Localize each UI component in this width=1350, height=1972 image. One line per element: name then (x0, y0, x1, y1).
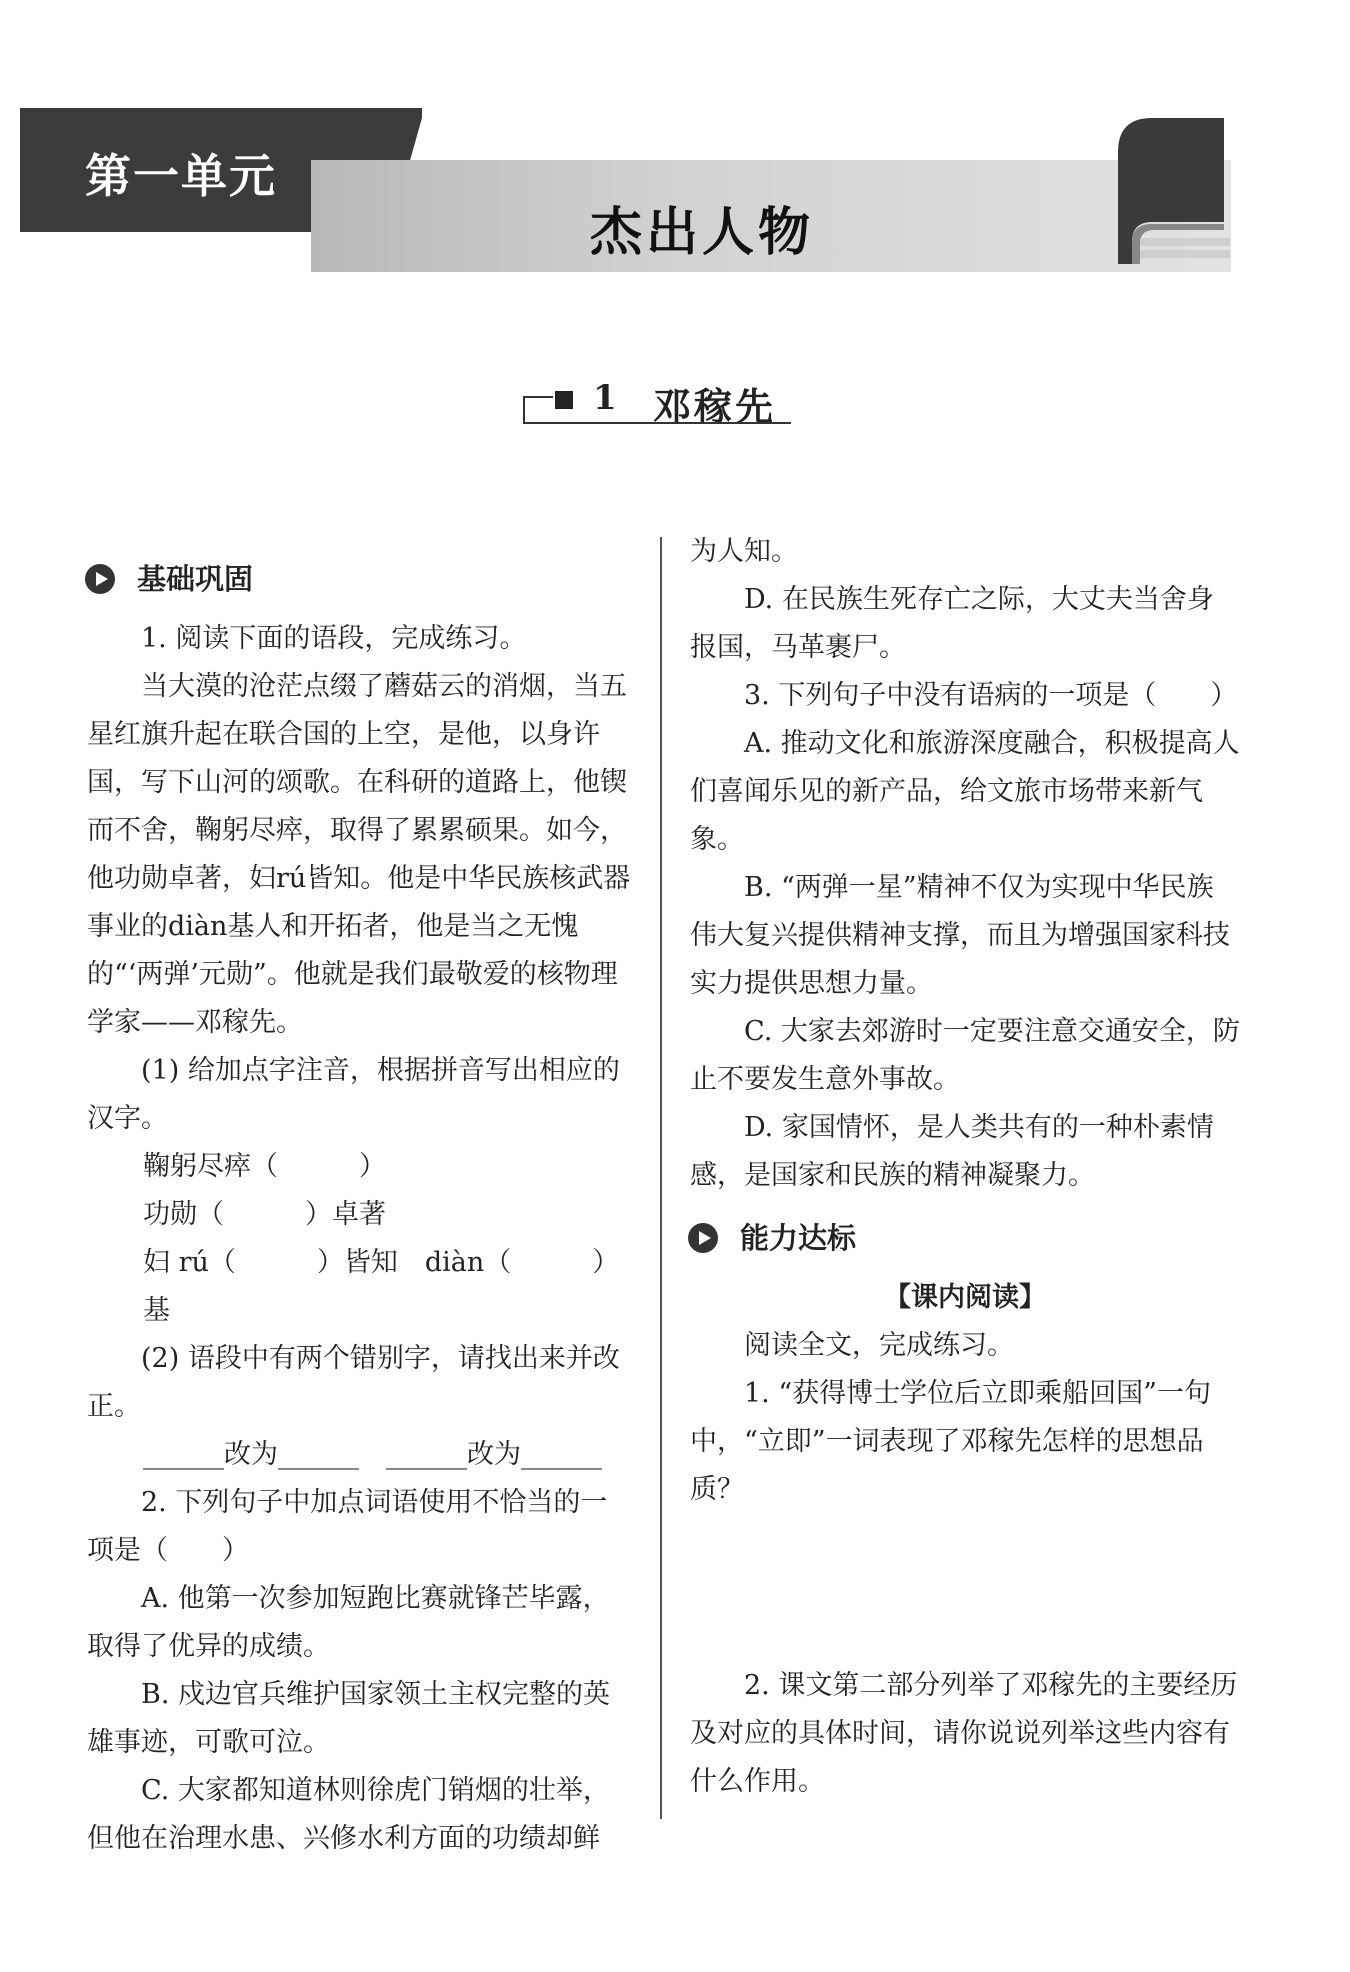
book-icon (1112, 112, 1230, 264)
section-title: 能力达标 (740, 1221, 857, 1255)
option-c: C. 大家都知道林则徐虎门销烟的壮举，但他在治理水患、兴修水利方面的功绩却鲜 (87, 1775, 610, 1854)
column-divider (660, 537, 662, 1819)
option-c: C. 大家去郊游时一定要注意交通安全，防止不要发生意外事故。 (690, 1016, 1240, 1095)
question-1-intro: 1. 阅读下面的语段，完成练习。 (141, 623, 527, 654)
unit-title: 杰出人物 (590, 203, 815, 263)
heading-underline (523, 422, 791, 424)
answer-item: 功勋（ ）卓著 (143, 1199, 386, 1230)
question-3: 3. 下列句子中没有语病的一项是（ ） (744, 680, 1238, 711)
right-column (690, 528, 1240, 1806)
heading-rule (523, 396, 525, 424)
heading-rule (523, 396, 553, 398)
answer-item: 鞠躬尽瘁（ ） (143, 1151, 386, 1182)
option-b: B. 戍边官兵维护国家领土主权完整的英雄事迹，可歌可泣。 (87, 1679, 611, 1758)
option-d: D. 家国情怀，是人类共有的一种朴素情感，是国家和民族的精神凝聚力。 (690, 1112, 1214, 1191)
option-c-continued: 为人知。 (690, 536, 798, 567)
left-column (87, 555, 632, 1863)
question-2: 2. 下列句子中加点词语使用不恰当的一项是（ ） (87, 1487, 608, 1566)
lesson-title: 邓稼先 (653, 385, 777, 429)
question-1-part-1: (1) 给加点字注音，根据拼音写出相应的汉字。 (87, 1055, 620, 1134)
play-icon (688, 1223, 718, 1253)
answer-item: 妇 rú（ ）皆知 diàn（ ）基 (143, 1247, 620, 1326)
option-d: D. 在民族生死存亡之际，大丈夫当舍身报国，马革裹尸。 (690, 584, 1214, 663)
subsection-heading: 【课内阅读】 (884, 1282, 1046, 1313)
reading-question-1: 1. “获得博士学位后立即乘船回国”一句中，“立即”一词表现了邓稼先怎样的思想品质？ (690, 1378, 1211, 1505)
lesson-heading (523, 378, 791, 429)
reading-question-2: 2. 课文第二部分列举了邓稼先的主要经历及对应的具体时间，请你说说列举这些内容有什么作用。 (690, 1670, 1238, 1797)
option-b: B. “两弹一星”精神不仅为实现中华民族伟大复兴提供精神支撑，而且为增强国家科技实力提供思想力量。 (690, 872, 1230, 999)
section-heading-ability (688, 1214, 1240, 1262)
question-1-part-2: (2) 语段中有两个错别字，请找出来并改正。 (87, 1343, 620, 1422)
reading-instructions: 阅读全文，完成练习。 (744, 1330, 1014, 1361)
section-heading-basics (85, 555, 632, 603)
heading-square (555, 391, 573, 409)
reading-passage: 当大漠的沧茫点缀了蘑菇云的消烟，当五星红旗升起在联合国的上空，是他，以身许国，写下山河的颂歌。在科研的道路上，他锲而不舍，鞠躬尽瘁，取得了累累硕果。如今，他功勋卓著，妇rú皆知。他是中华民族核武器事业的diàn基人和开拓者，他是当之无愧的“‘两弹’元勋”。他就是我们最敬爱的核物理学家——邓稼先。 (87, 671, 631, 1038)
answer-space (690, 1514, 1240, 1662)
unit-label: 第一单元 (85, 149, 277, 203)
lesson-number: 1 (593, 378, 617, 418)
option-a: A. 他第一次参加短跑比赛就锋芒毕露，取得了优异的成绩。 (87, 1583, 610, 1662)
option-a: A. 推动文化和旅游深度融合，积极提高人们喜闻乐见的新产品，给文旅市场带来新气象。 (690, 728, 1240, 855)
section-title: 基础巩固 (137, 562, 254, 596)
answer-blanks: ______改为______ ______改为______ (143, 1439, 602, 1470)
play-icon (85, 564, 115, 594)
